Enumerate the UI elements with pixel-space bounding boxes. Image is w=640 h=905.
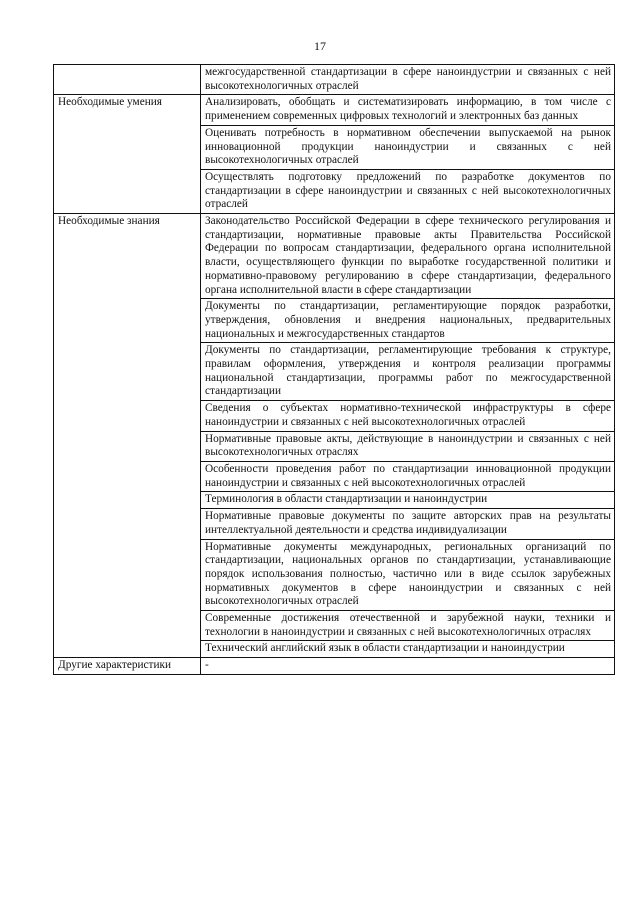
skills-label: Необходимые умения [54, 95, 201, 214]
knowledge-item: Нормативные правовые акты, действующие в наноиндустрии и связанных с ней высокотехнологичных отраслях [201, 431, 615, 461]
table-row [54, 214, 615, 299]
knowledge-item: Сведения о субъектах нормативно-технической инфраструктуры в сфере наноиндустрии и связанных с ней высокотехнологичных отраслей [201, 401, 615, 431]
knowledge-item: Законодательство Российской Федерации в сфере технического регулирования и стандартизации, нормативные правовые акты Правительства Российской Федерации по вопросам стандартизации, федерального органа исполнительной власти, осуществляющего функции по выработке государственной политики и нормативно-правовому регулированию в сфере стандартизации, федерального органа исполнительной власти в сфере стандартизации [201, 214, 615, 299]
knowledge-label: Необходимые знания [54, 214, 201, 658]
row-label-empty [54, 65, 201, 95]
knowledge-item: Нормативные документы международных, региональных организаций по стандартизации, национальных органов по стандартизации, устанавливающие порядок использования полностью, частично или в виде ссылок зарубежных нормативных документов в сфере наноиндустрии и связанных с ней высокотехнологичных отраслей [201, 539, 615, 611]
knowledge-item: Технический английский язык в области стандартизации и наноиндустрии [201, 641, 615, 658]
knowledge-item: Современные достижения отечественной и зарубежной науки, техники и технологии в наноиндустрии и связанных с ней высокотехнологичных отраслях [201, 611, 615, 641]
table-row [54, 65, 615, 95]
knowledge-item: Документы по стандартизации, регламентирующие порядок разработки, утверждения, обновления и внедрения национальных, предварительных национальных и межгосударственных стандартов [201, 299, 615, 343]
other-value: - [201, 658, 615, 675]
knowledge-item: Документы по стандартизации, регламентирующие требования к структуре, правилам оформления, утверждения и контроля реализации программы национальной стандартизации, программы работ по межгосударственной стандартизации [201, 343, 615, 401]
skill-item: Осуществлять подготовку предложений по разработке документов по стандартизации в сфере наноиндустрии и связанных с ней высокотехнологичных отраслей [201, 169, 615, 213]
competency-table [53, 64, 615, 675]
skill-item: Анализировать, обобщать и систематизировать информацию, в том числе с применением современных цифровых технологий и электронных баз данных [201, 95, 615, 125]
page-number: 17 [314, 39, 326, 53]
knowledge-item: Нормативные правовые документы по защите авторских прав на результаты интеллектуальной деятельности и средства индивидуализации [201, 509, 615, 539]
knowledge-item: Особенности проведения работ по стандартизации инновационной продукции наноиндустрии и связанных с ней высокотехнологичных отраслей [201, 461, 615, 491]
table-row [54, 95, 615, 125]
table-row [54, 658, 615, 675]
knowledge-item: Терминология в области стандартизации и наноиндустрии [201, 492, 615, 509]
continuation-cell: межгосударственной стандартизации в сфере наноиндустрии и связанных с ней высокотехнологичных отраслей [201, 65, 615, 95]
other-label: Другие характеристики [54, 658, 201, 675]
skill-item: Оценивать потребность в нормативном обеспечении выпускаемой на рынок инновационной продукции наноиндустрии и связанных с ней высокотехнологичных отраслей [201, 125, 615, 169]
